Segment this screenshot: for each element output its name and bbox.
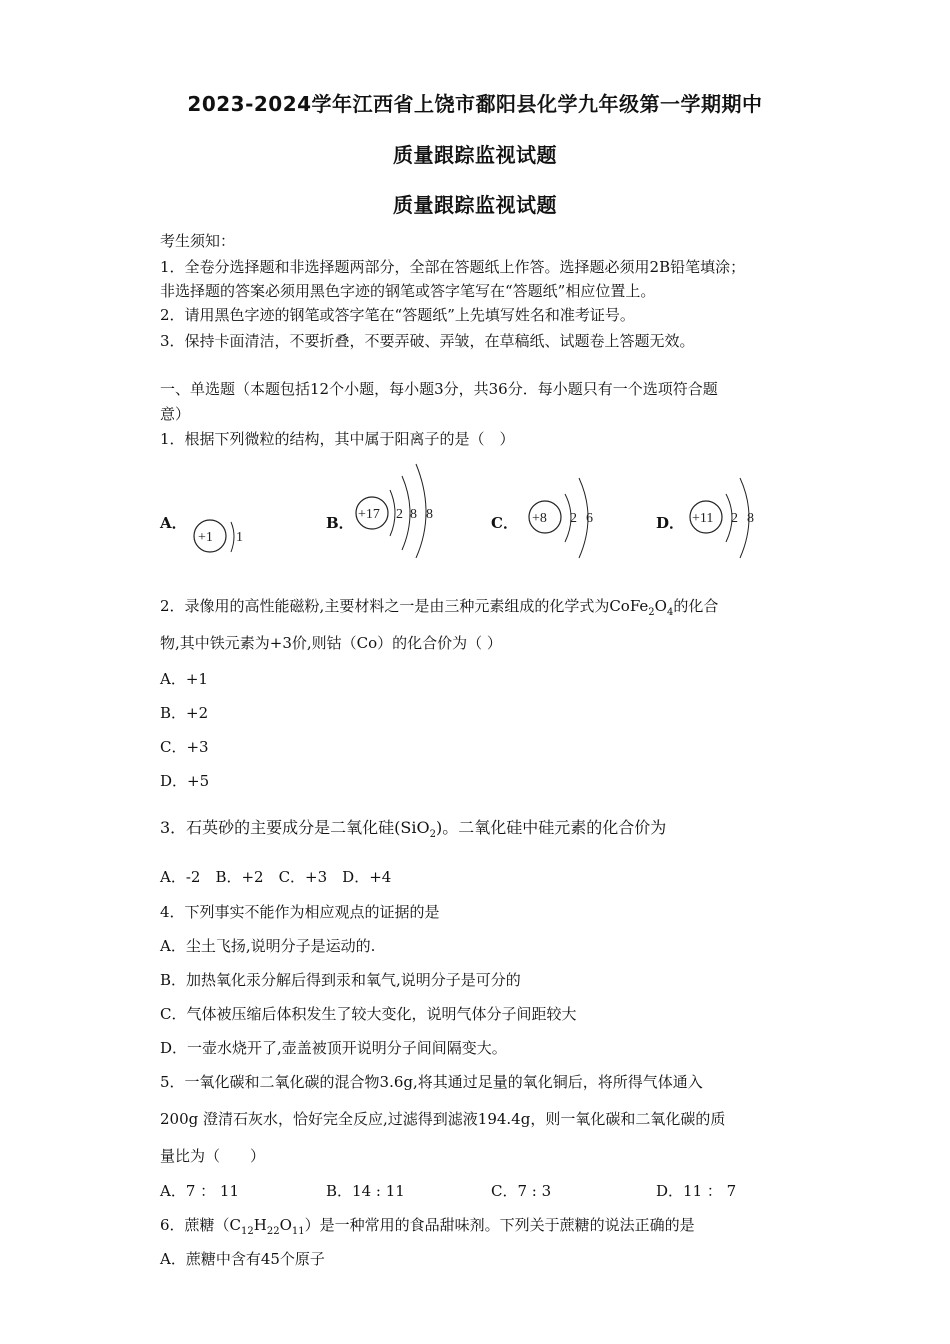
q4-option: D．一壶水烧开了,壶盖被顶开说明分子间间隔变大。 <box>160 1039 507 1057</box>
q1-b-shell: 8 <box>410 507 417 522</box>
q1-b-nucleus: +17 <box>358 507 380 522</box>
q1-a-nucleus: +1 <box>198 530 213 545</box>
q1-option-b-diagram <box>352 458 447 558</box>
q2-option: B．+2 <box>160 704 209 722</box>
q1-stem: 1．根据下列微粒的结构，其中属于阳离子的是（ ） <box>160 430 515 448</box>
notice-item: 3．保持卡面清洁，不要折叠，不要弄破、弄皱，在草稿纸、试题卷上答题无效。 <box>160 332 695 350</box>
q5-stem-cont: 200g 澄清石灰水，恰好完全反应,过滤得到滤液194.4g，则一氧化碳和二氧化碳的质 <box>160 1110 726 1128</box>
q4-option: B．加热氧化汞分解后得到汞和氧气,说明分子是可分的 <box>160 971 521 989</box>
q4-option: A．尘土飞扬,说明分子是运动的. <box>160 937 376 955</box>
notice-item: 非选择题的答案必须用黑色字迹的钢笔或答字笔写在“答题纸”相应位置上。 <box>160 282 656 300</box>
q1-d-nucleus: +11 <box>692 511 714 526</box>
q1-option-a-diagram <box>190 508 260 564</box>
section-heading-cont: 意） <box>160 405 191 423</box>
q1-option-a-label: A． <box>160 514 187 532</box>
q1-option-d-label: D． <box>656 514 685 532</box>
q3-stem: 3．石英砂的主要成分是二氧化硅(SiO$_2$)。二氧化硅中硅元素的化合价为 <box>160 818 667 841</box>
q1-b-shell: 2 <box>396 507 403 522</box>
q5-option-d: D．11 ： 7 <box>656 1182 737 1200</box>
q1-option-b-label: B． <box>326 514 354 532</box>
q1-option-c-label: C． <box>491 514 518 532</box>
q1-c-shell: 2 <box>570 511 577 526</box>
q5-option-c: C．7 : 3 <box>491 1182 552 1200</box>
q4-stem: 4．下列事实不能作为相应观点的证据的是 <box>160 903 440 921</box>
q5-stem: 5．一氧化碳和二氧化碳的混合物3.6g,将其通过足量的氧化铜后，将所得气体通入 <box>160 1073 703 1091</box>
q2-option: A．+1 <box>160 670 208 688</box>
page-subtitle: 质量跟踪监视试题 <box>393 143 557 167</box>
q1-option-c-diagram <box>525 470 605 560</box>
page-subtitle-repeat: 质量跟踪监视试题 <box>393 193 557 217</box>
notice-heading: 考生须知： <box>160 232 236 250</box>
q5-option-a: A．7 ： 11 <box>160 1182 239 1200</box>
q5-option-b: B．14 : 11 <box>326 1182 405 1200</box>
notice-item: 2．请用黑色字迹的钢笔或答字笔在“答题纸”上先填写姓名和准考证号。 <box>160 306 635 324</box>
q1-c-nucleus: +8 <box>532 511 547 526</box>
q1-option-d-diagram <box>686 470 766 560</box>
q2-option: D．+5 <box>160 772 210 790</box>
notice-item: 1．全卷分选择题和非选择题两部分，全部在答题纸上作答。选择题必须用2B铅笔填涂； <box>160 258 746 276</box>
q6-option-a: A．蔗糖中含有45个原子 <box>160 1250 325 1268</box>
q2-stem-cont: 物,其中铁元素为+3价,则钴（Co）的化合价为（ ） <box>160 634 502 652</box>
q1-a-shell: 1 <box>236 530 243 545</box>
q5-stem-cont: 量比为（ ） <box>160 1147 266 1165</box>
q2-option: C．+3 <box>160 738 209 756</box>
q1-d-shell: 2 <box>731 511 738 526</box>
q3-options: A．-2 B．+2 C．+3 D．+4 <box>160 868 392 886</box>
q1-b-shell: 8 <box>426 507 433 522</box>
q6-stem: 6．蔗糖$(C_{12}H_{22}O_{11})$是一种常用的食品甜味剂。下列关于蔗糖的说法正确的是 <box>160 1216 695 1237</box>
page-title: 2023-2024学年江西省上饶市鄱阳县化学九年级第一学期期中 <box>187 92 763 116</box>
section-heading: 一、单选题（本题包括12个小题，每小题3分，共36分．每小题只有一个选项符合题 <box>160 380 718 398</box>
q4-option: C．气体被压缩后体积发生了较大变化，说明气体分子间距较大 <box>160 1005 577 1023</box>
q1-c-shell: 6 <box>586 511 593 526</box>
q2-stem: 2．录像用的高性能磁粉,主要材料之一是由三种元素组成的化学式为$CoFe_2O_4$的化合 <box>160 597 719 618</box>
q1-d-shell: 8 <box>747 511 754 526</box>
